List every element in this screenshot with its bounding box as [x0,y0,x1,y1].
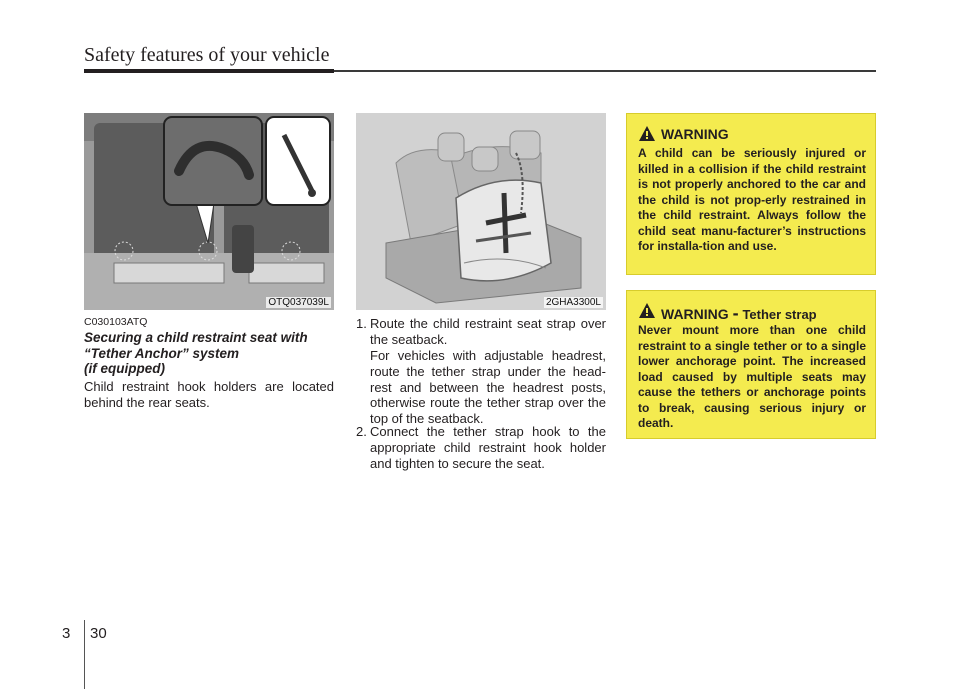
warning-title [661,303,817,324]
step-number: 1. [356,316,367,331]
figure-code-label: 2GHA3300L [545,297,601,308]
section-title-line: Securing a child restraint seat with [84,330,308,345]
warning-triangle-icon [639,126,655,141]
warning-title: WARNING [661,126,729,142]
section-title-line: “Tether Anchor” system [84,345,240,361]
section-title-line: (if equipped) [84,361,165,376]
step-text: Route the child restraint seat strap over the seatback. [370,316,606,347]
figure-rear-seat-hook-holders [84,113,334,310]
warning-title-sub: Tether strap [742,307,817,322]
warning-box-tether-strap [626,290,876,439]
page-number: 30 [90,625,107,642]
chapter-number: 3 [62,625,71,642]
header-rule-accent [84,69,334,73]
warning-title-dash: - [732,303,739,323]
step-1 [356,316,606,348]
step-2 [356,424,606,471]
figure-child-seat-tether [356,113,606,310]
step-number: 2. [356,424,367,439]
section-title [84,330,344,377]
warning-text: Never mount more than one child restraint to a single tether or to a single lower anchorage point. The increased load caused by multiple seats may cause the tethers or anchorage points to break, causing serious injury or death. [638,323,866,430]
step-text: Connect the tether strap hook to the appropriate child restraint hook holder and tighten to secure the seat. [370,424,606,471]
step-1-note: For vehicles with adjustable headrest, route the tether strap under the head-rest and between the headrest posts, otherwise route the tether strap over the top of the seatback. [370,348,606,427]
section-body: Child restraint hook holders are located behind the rear seats. [84,379,334,410]
warning-text: A child can be seriously injured or killed in a collision if the child restraint is not properly anchored to the car and the child is not prop-erly restrained in the child restraint. Always follow the child seat manu-facturer’s instructions for installa-tion and use. [638,146,866,253]
figure-code-label: OTQ037039L [268,297,329,308]
warning-box-child-restraint [626,113,876,275]
warning-triangle-icon [639,303,655,318]
header-title: Safety features of your vehicle [84,44,330,66]
page-rule [84,620,85,689]
section-code: C030103ATQ [84,316,148,328]
warning-title-main: WARNING [661,306,729,322]
